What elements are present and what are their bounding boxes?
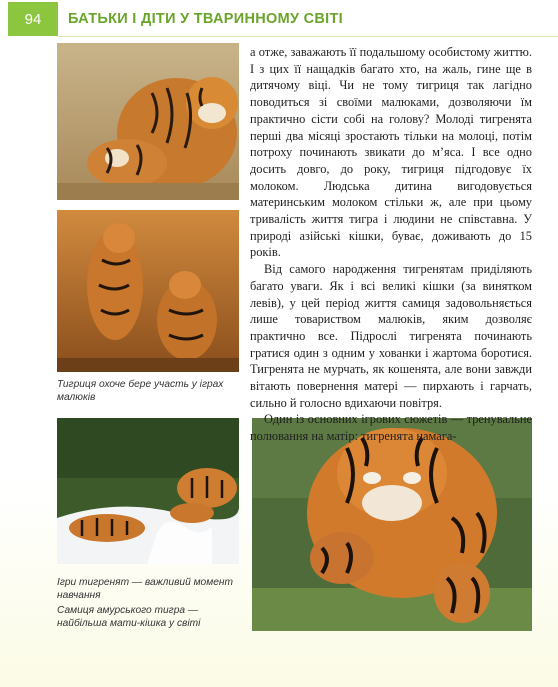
- paragraph-3: Один із основних ігрових сюжетів — тренувальне полювання на матір: тигренята намага-: [250, 412, 532, 444]
- caption-amur: Самиця амурського тигра — найбільша мати-кішка у світі: [57, 605, 201, 629]
- photo-playing-cubs: [57, 210, 239, 372]
- page-number: 94: [8, 2, 58, 36]
- header-divider: [58, 36, 558, 37]
- paragraph-1: а отже, заважають її подальшому особистому життю. І з цих її нащадків багато хто, на жаль, гине ще в дитячому віці. Чи не тому тигриця так лагідно поводиться зі своїми малюками, дозволяючи їм практично сісти собі на голову? Молоді тигренята перші два місяці зростають тільки на молоці, потім потроху починають звикати до м’яса. І все одно досить довго, до року, тигриця підгодовує їх молоком. Людська дитина вигодовується материнським молоком стільки ж, але при цьому тривалість життя тигра і людини не співставна. У природі азійські кішки, буває, доживають до 15 років.: [250, 45, 532, 260]
- photo-cubs-in-snow: [57, 418, 239, 564]
- body-text: [250, 44, 532, 445]
- photo-tigress-with-cubs: [57, 43, 239, 200]
- paragraph-2: Від самого народження тигренятам приділяють багато уваги. Як і всі великі кішки (за винятком левів), у цей період життя самиця задовольняється лише товариством малюків, яким дозволяє практично все. Підрослі тигренята починають гратися один з одним у хованки і жартома боротися. Тигренята не мурчать, як кошенята, але вони завжди вітають повернення матері — пирхають і гарчать, сильно й голосно вдихаючи повітря.: [250, 262, 532, 410]
- chapter-title: БАТЬКИ І ДІТИ У ТВАРИННОМУ СВІТІ: [68, 11, 343, 27]
- caption-games: Ігри тигренят — важливий момент навчання: [57, 577, 233, 601]
- page-header: [0, 0, 558, 38]
- caption-play: Тигриця охоче бере участь у іграх малюків: [57, 379, 224, 403]
- photo-amur-tigress-carrying-cub: [252, 418, 532, 631]
